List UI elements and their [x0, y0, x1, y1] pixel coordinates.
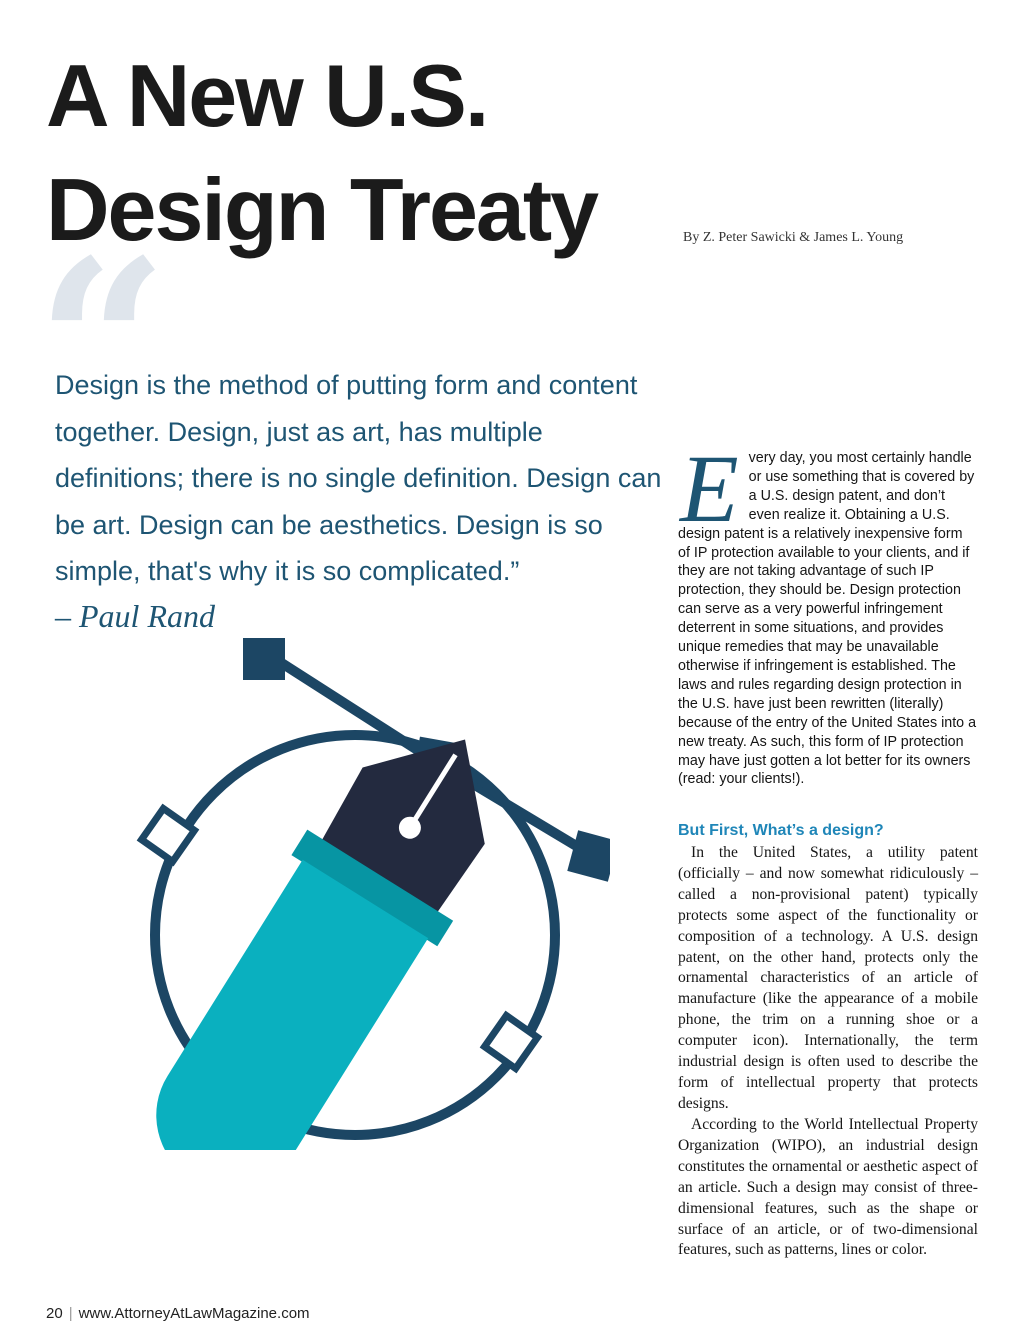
section-heading: But First, What’s a design? — [678, 822, 884, 839]
footer-website: www.AttorneyAtLawMagazine.com — [78, 1305, 310, 1322]
pull-quote-text: Design is the method of putting form and content together. Design, just as art, has multiple definitions; there is no single definition. Design can be art. Design can be aesthetics. Design is so simple, that's why it is so complicated.” — [55, 370, 662, 586]
anchor-handle-left — [243, 638, 285, 680]
page-number: 20 — [46, 1305, 63, 1322]
article-title-line-1: A New U.S. — [46, 46, 488, 145]
intro-text: very day, you most certainly handle or use something that is covered by a U.S. design patent, and don’t even realize it. Obtaining a U.S. design patent is a relatively inexpensive form of IP protection available to your clients, and if they are not taking advantage of such IP protection, they should be. Design protection can serve as a very powerful infringement deterrent in some situations, and provides unique remedies that may be unavailable otherwise if infringement is established. The laws and rules regarding design protection in the U.S. have just been rewritten (literally) because of the entry of the United States into a new treaty. As such, this form of IP protection may have just gotten a lot better for its owners (read: your clients!). — [678, 450, 977, 788]
drop-cap: E — [680, 435, 739, 542]
byline: By Z. Peter Sawicki & James L. Young — [683, 230, 904, 245]
article-title-line-2: Design Treaty — [46, 160, 598, 259]
body-paragraph-2: According to the World Intellectual Property Organization (WIPO), an industrial design constitutes the ornamental or aesthetic aspect of an article. Such a design may consist of three-dimensional features, such as the shape or surface of an article, or of two-dimensional features, such as patterns, lines or color. — [678, 1116, 978, 1259]
body-paragraph-1: In the United States, a utility patent (officially – and now somewhat ridiculously – called a non-provisional patent) typically protects some aspect of the functionality or composition of a technology. A U.S. design patent, on the other hand, protects only the ornamental characteristics of an article of manufacture (like the appearance of a mobile phone, the trim on a running shoe or a computer icon). Internationally, the term industrial design is often used to describe the form of intellectual property that protects designs. — [678, 844, 978, 1112]
fountain-pen — [130, 694, 538, 1150]
quote-mark-icon: “ — [36, 210, 169, 480]
anchor-handle-right — [567, 830, 610, 881]
footer-separator: | — [68, 1305, 73, 1322]
anchor-point-left — [142, 809, 195, 862]
intro-paragraph — [678, 435, 978, 789]
page-footer — [46, 1305, 310, 1322]
pen-tool-bezier-icon — [130, 630, 610, 1150]
pull-quote-author: – Paul Rand — [55, 598, 215, 634]
